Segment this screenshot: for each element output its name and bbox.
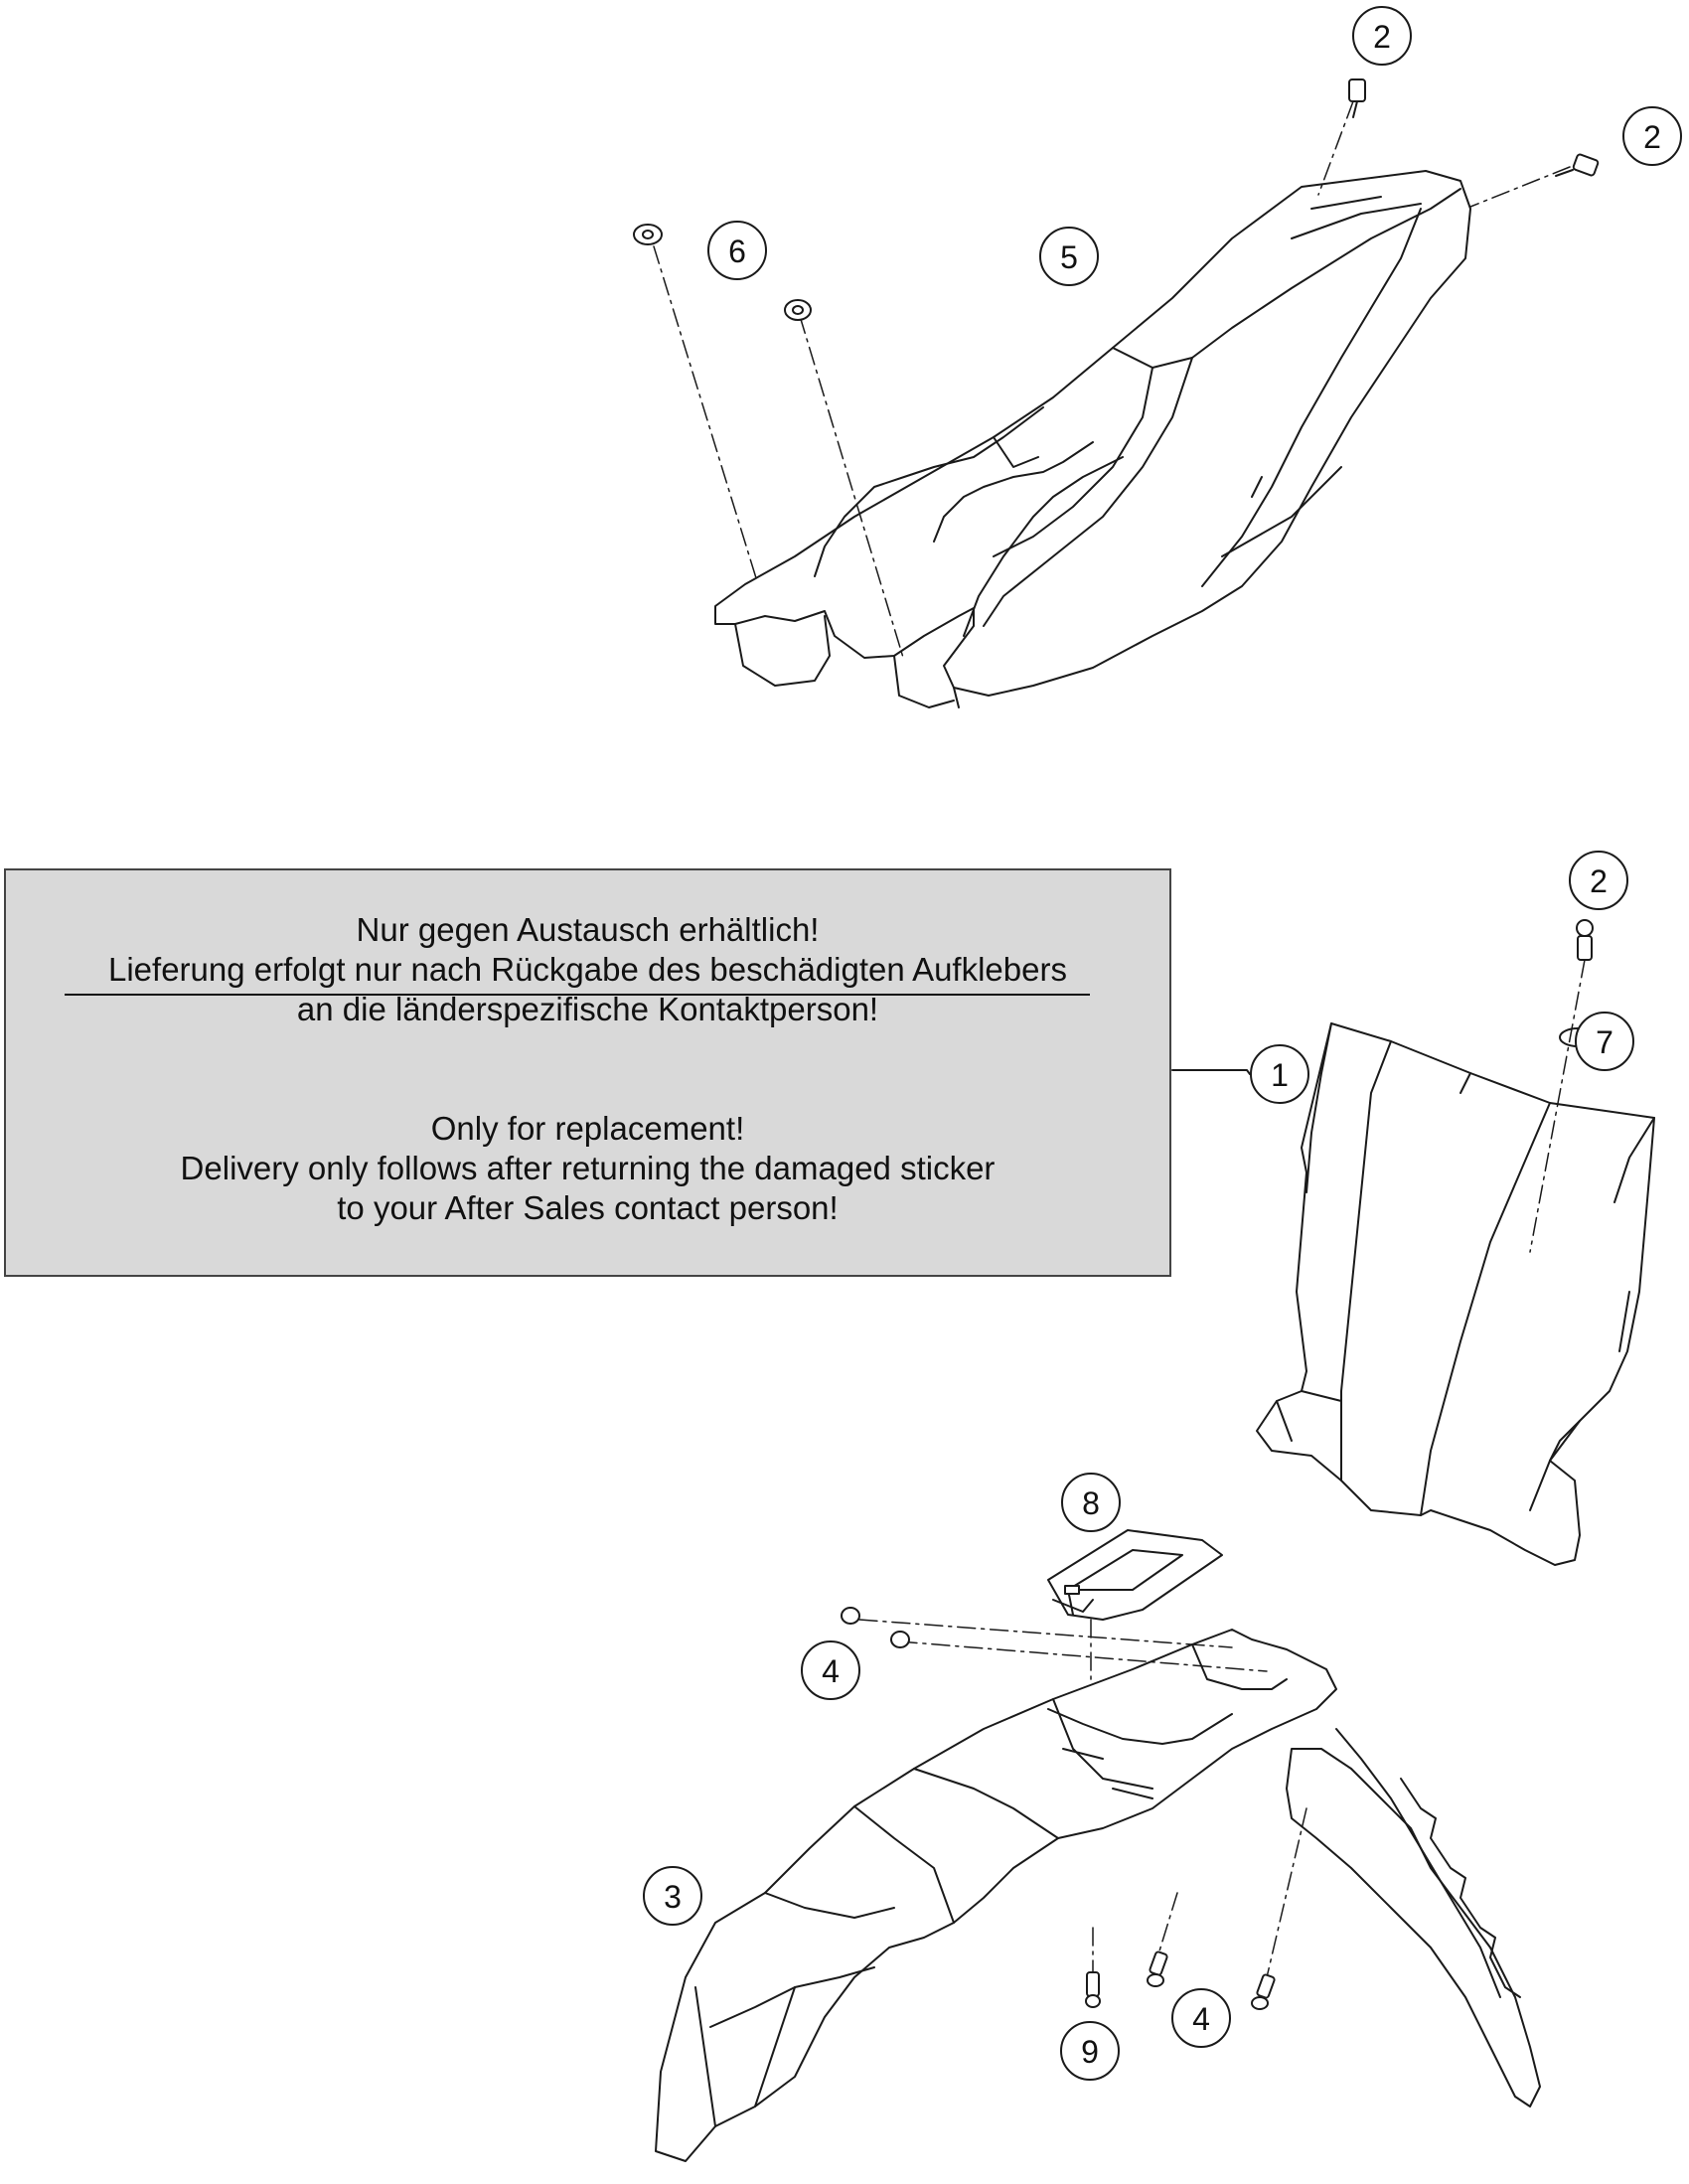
note-de-line-2: Lieferung erfolgt nur nach Rückgabe des beschädigten Aufklebers (108, 951, 1067, 988)
note-leader-line (1172, 1070, 1250, 1074)
callout-4-bottom-label: 4 (1192, 2001, 1210, 2037)
callout-8-label: 8 (1082, 1485, 1100, 1521)
note-de-line-3: an die länderspezifische Kontaktperson! (296, 991, 879, 1027)
headlight-mask (1257, 1023, 1654, 1565)
callout-1-label: 1 (1271, 1057, 1289, 1093)
callout-2-mask-label: 2 (1590, 863, 1608, 899)
note-en-line-1: Only for replacement! (430, 1110, 745, 1147)
callout-5-label: 5 (1060, 239, 1078, 275)
callout-9-label: 9 (1081, 2034, 1099, 2070)
note-divider (65, 994, 1090, 996)
number-plate-holder (1048, 1530, 1222, 1620)
callout-6-label: 6 (728, 234, 746, 269)
callout-7-label: 7 (1596, 1024, 1613, 1060)
callout-4-top-label: 4 (822, 1653, 840, 1689)
callout-2-right-label: 2 (1643, 119, 1661, 155)
note-en-line-3: to your After Sales contact person! (337, 1189, 839, 1226)
callout-2-top-label: 2 (1373, 19, 1391, 55)
note-de-line-1: Nur gegen Austausch erhältlich! (356, 911, 820, 948)
replacement-note-box (4, 868, 1171, 1277)
note-en-line-2: Delivery only follows after returning the damaged sticker (180, 1150, 996, 1186)
front-fender (656, 1630, 1540, 2161)
callout-3-label: 3 (664, 1879, 682, 1915)
